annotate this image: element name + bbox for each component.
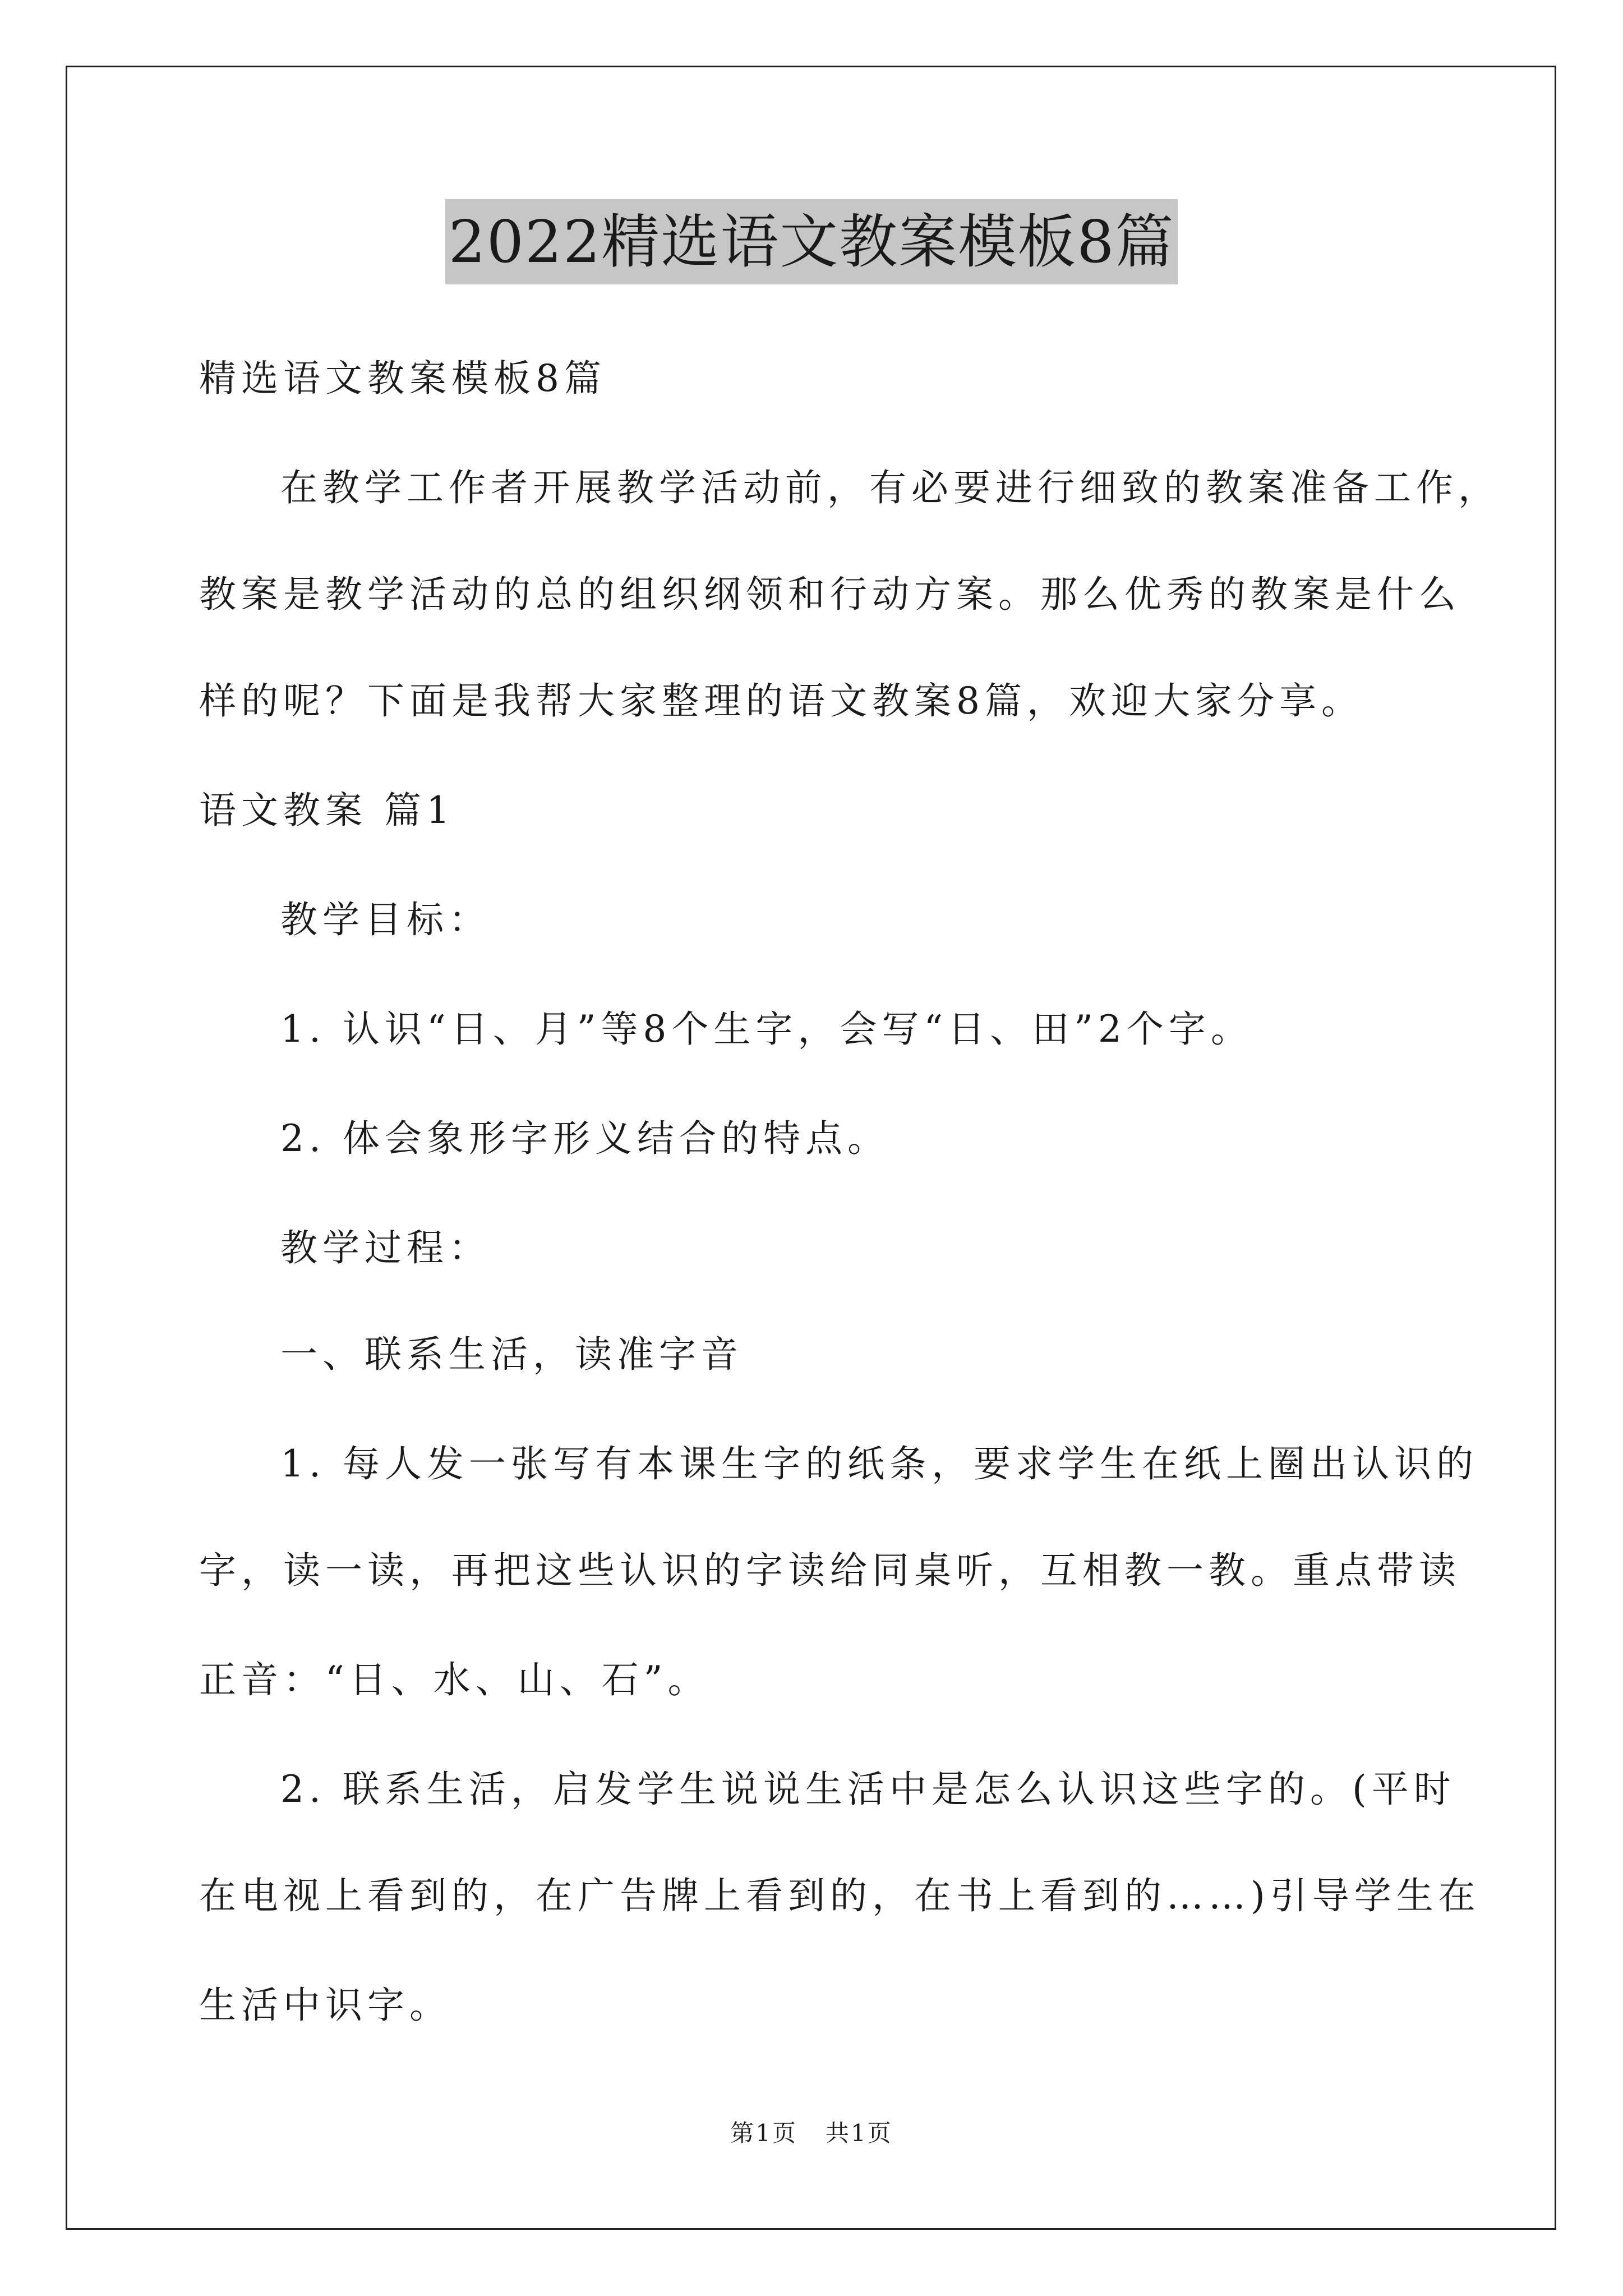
paragraph-line: 1. 每人发一张写有本课生字的纸条，要求学生在纸上圈出认识的 [280,1442,1478,1485]
document-title: 2022精选语文教案模板8篇 [445,199,1178,284]
paragraph-line: 2. 体会象形字形义结合的特点。 [280,1117,889,1160]
paragraph-line: 字，读一读，再把这些认识的字读给同桌听，互相教一教。重点带读 [199,1549,1461,1592]
page-footer [0,2115,1623,2148]
page-number: 第1页 [730,2119,797,2147]
paragraph-line: 教学目标： [280,898,491,941]
paragraph-line: 2. 联系生活，启发学生说说生活中是怎么认识这些字的。(平时 [280,1768,1456,1811]
paragraph-line: 正音：“日、水、山、石”。 [199,1658,710,1701]
paragraph-line: 在教学工作者开展教学活动前，有必要进行细致的教案准备工作， [280,466,1500,509]
paragraph-line: 一、联系生活，读准字音 [280,1333,743,1376]
paragraph-line: 教学过程： [280,1226,491,1269]
paragraph-line: 样的呢？下面是我帮大家整理的语文教案8篇，欢迎大家分享。 [199,679,1363,723]
section-heading: 语文教案 篇1 [199,789,455,832]
page-total: 共1页 [826,2119,893,2147]
paragraph-line: 1. 认识“日、月”等8个生字，会写“日、田”2个字。 [280,1007,1253,1051]
paragraph-line: 教案是教学活动的总的组织纲领和行动方案。那么优秀的教案是什么 [199,573,1461,616]
title-container [0,199,1623,284]
paragraph-line: 在电视上看到的，在广告牌上看到的，在书上看到的……)引导学生在 [199,1874,1481,1917]
paragraph-line: 生活中识字。 [199,1984,451,2027]
subtitle-line: 精选语文教案模板8篇 [199,357,606,400]
